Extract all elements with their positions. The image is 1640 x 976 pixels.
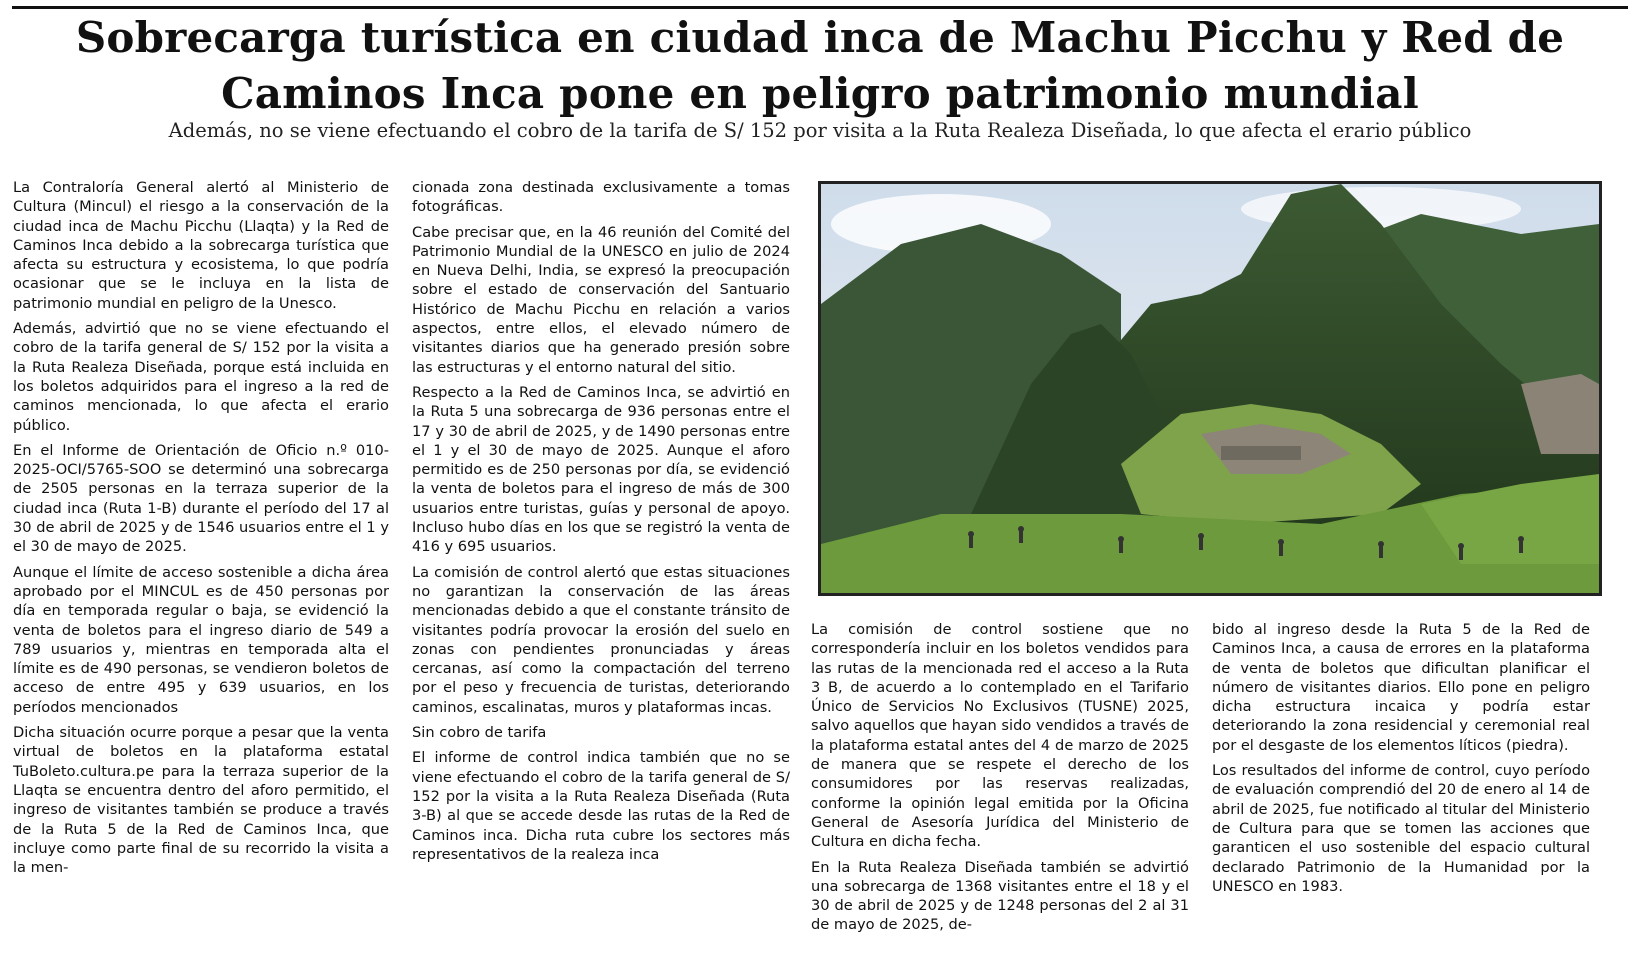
paragraph: En la Ruta Realeza Diseñada también se advirtió una sobrecarga de 1368 visitantes entre el 18 y el 30 de abril de 2025 y de 1248 personas del 2 al 31 de mayo de 2025, de- [811,858,1189,934]
paragraph: El informe de control indica también que no se viene efectuando el cobro de la tarifa general de S/ 152 por la visita a la Ruta Realeza Diseñada (Ruta 3-B) al que se accede desde las rutas de la Red de Caminos inca. Dicha ruta cubre los sectores más representativos de la realeza inca [412,749,790,863]
paragraph: Además, advirtió que no se viene efectuando el cobro de la tarifa general de S/ 152 por la visita a la Ruta Realeza Diseñada, porque está incluida en los boletos adquiridos para el ingreso a la red de caminos mencionada, lo que afecta el erario público. [13,320,389,434]
column-1 [13,178,389,883]
paragraph: En el Informe de Orientación de Oficio n.º 010-2025-OCI/5765-SOO se determinó una sobrecarga de 2505 personas en la terraza superior de la ciudad inca (Ruta 1-B) durante el período del 17 al 30 de abril de 2025 y de 1546 usuarios entre el 1 y el 30 de mayo de 2025. [13,441,389,556]
paragraph: Dicha situación ocurre porque a pesar que la venta virtual de boletos en la plataforma estatal TuBoleto.cultura.pe para la terraza superior de la Llaqta se encuentra dentro del aforo permitido, el ingreso de visitantes también se produce a través de la Ruta 5 de la Red de Caminos Inca, que incluye como parte final de su recorrido la visita a la men- [13,724,389,877]
column-3 [811,620,1189,941]
paragraph: La Contraloría General alertó al Ministerio de Cultura (Mincul) el riesgo a la conservación de la ciudad inca de Machu Picchu (Llaqta) y la Red de Caminos Inca debido a la sobrecarga turística que afecta su estructura y ecosistema, lo que podría ocasionar que se le incluya en la lista de patrimonio mundial en peligro de la Unesco. [13,179,389,312]
machu-picchu-photo [818,181,1602,596]
column-4 [1212,620,1590,902]
section-subhead: Sin cobro de tarifa [412,724,547,742]
headline: Sobrecarga turística en ciudad inca de Machu Picchu y Red de Caminos Inca pone en peligro patrimonio mundial [75,13,1565,118]
subheadline: Además, no se viene efectuando el cobro de la tarifa de S/ 152 por visita a la Ruta Realeza Diseñada, lo que afecta el erario público [168,119,1472,142]
photo-illustration [821,184,1599,593]
paragraph: Cabe precisar que, en la 46 reunión del Comité del Patrimonio Mundial de la UNESCO en julio de 2024 en Nueva Delhi, India, se expresó la preocupación sobre el estado de conservación del Santuario Histórico de Machu Picchu en relación a varios aspectos, entre ellos, el elevado número de visitantes diarios que ha generado presión sobre las estructuras y el entorno natural del sitio. [412,223,790,376]
paragraph: Respecto a la Red de Caminos Inca, se advirtió en la Ruta 5 una sobrecarga de 936 personas entre el 17 y 30 de abril de 2025, y de 1490 personas entre el 1 y el 30 de mayo de 2025. Aunque el aforo permitido es de 250 personas por día, se evidenció la venta de boletos para el ingreso de más de 300 usuarios entre turistas, guías y personal de apoyo. Incluso hubo días en los que se registró la venta de 416 y 695 usuarios. [412,383,790,556]
column-2 [412,178,790,870]
top-rule [12,6,1628,9]
paragraph: La comisión de control sostiene que no correspondería incluir en los boletos vendidos para las rutas de la mencionada red el acceso a la Ruta 3 B, de acuerdo a lo contemplado en el Tarifario Único de Servicios No Exclusivos (TUSNE) 2025, salvo aquellos que hayan sido vendidos a través de la plataforma estatal antes del 4 de marzo de 2025 de manera que se respete el derecho de los consumidores por las reservas realizadas, conforme la opinión legal emitida por la Oficina General de Asesoría Jurídica del Ministerio de Cultura en dicha fecha. [811,621,1189,851]
paragraph: Aunque el límite de acceso sostenible a dicha área aprobado por el MINCUL es de 450 personas por día en temporada regular o baja, se evidenció la venta de boletos para el ingreso diario de 549 a 789 usuarios y, mientras en temporada alta el límite es de 490 personas, se vendieron boletos de acceso de entre 495 y 639 usuarios, en los períodos mencionados [13,563,389,716]
paragraph: La comisión de control alertó que estas situaciones no garantizan la conservación de las áreas mencionadas debido a que el constante tránsito de visitantes podría provocar la erosión del suelo en zonas con pendientes pronunciadas y áreas cercanas, así como la compactación del terreno por el peso y frecuencia de turistas, deteriorando caminos, escalinatas, muros y plataformas incas. [412,563,790,716]
paragraph: bido al ingreso desde la Ruta 5 de la Red de Caminos Inca, a causa de errores en la plataforma de venta de boletos que dificultan planificar el número de visitantes diarios. Ello pone en peligro dicha estructura incaica y podría estar deteriorando la zona residencial y ceremonial real por el desgaste de los elementos líticos (piedra). [1212,621,1590,754]
paragraph: cionada zona destinada exclusivamente a tomas fotográficas. [412,179,790,216]
paragraph: Los resultados del informe de control, cuyo período de evaluación comprendió del 20 de enero al 14 de abril de 2025, fue notificado al titular del Ministerio de Cultura para que se tomen las acciones que garanticen el uso sostenible del espacio cultural declarado Patrimonio de la Humanidad por la UNESCO en 1983. [1212,762,1590,895]
